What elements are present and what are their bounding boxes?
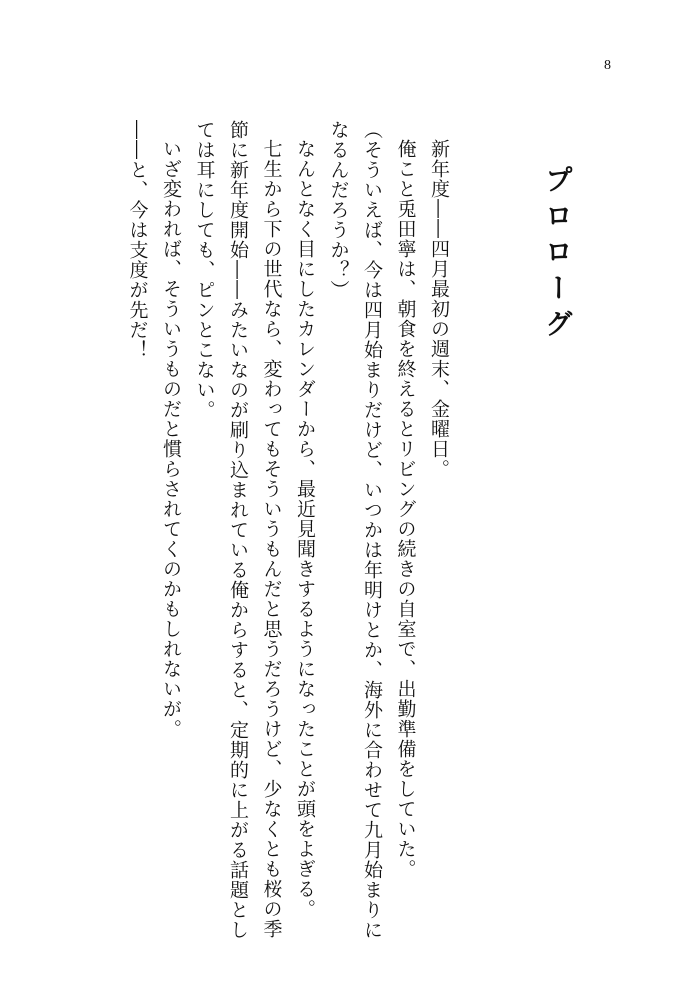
paragraph-7: ――と、今は支度が先だ！ <box>126 120 149 360</box>
chapter-title: プロローグ <box>541 165 574 345</box>
paragraph-2: 俺こと兎田寧は、朝食を終えるとリビングの続きの自室で、出勤準備をしていた。 <box>394 139 417 879</box>
body-text <box>120 120 455 940</box>
paragraph-6: いざ変われば、そういうものだと慣らされてくのかもしれないが。 <box>160 139 182 739</box>
paragraph-5: 七生から下の世代なら、変わってもそういうもんだと思うだろうけど、少なくとも桜の季節に新年度開始――みたいなのが刷り込まれている俺からすると、定期的に上がる話題としては耳にしても、ピンとこない。 <box>193 120 283 940</box>
paragraph-3: （そういえば、今は四月始まりだけど、いつかは年明けとか、海外に合わせて九月始まりになるんだろうか？） <box>327 120 383 940</box>
page-number: 8 <box>604 58 611 73</box>
paragraph-4: なんとなく目にしたカレンダーから、最近見聞きするようになったことが頭をよぎる。 <box>294 139 316 919</box>
paragraph-1: 新年度――四月最初の週末、金曜日。 <box>428 139 450 479</box>
